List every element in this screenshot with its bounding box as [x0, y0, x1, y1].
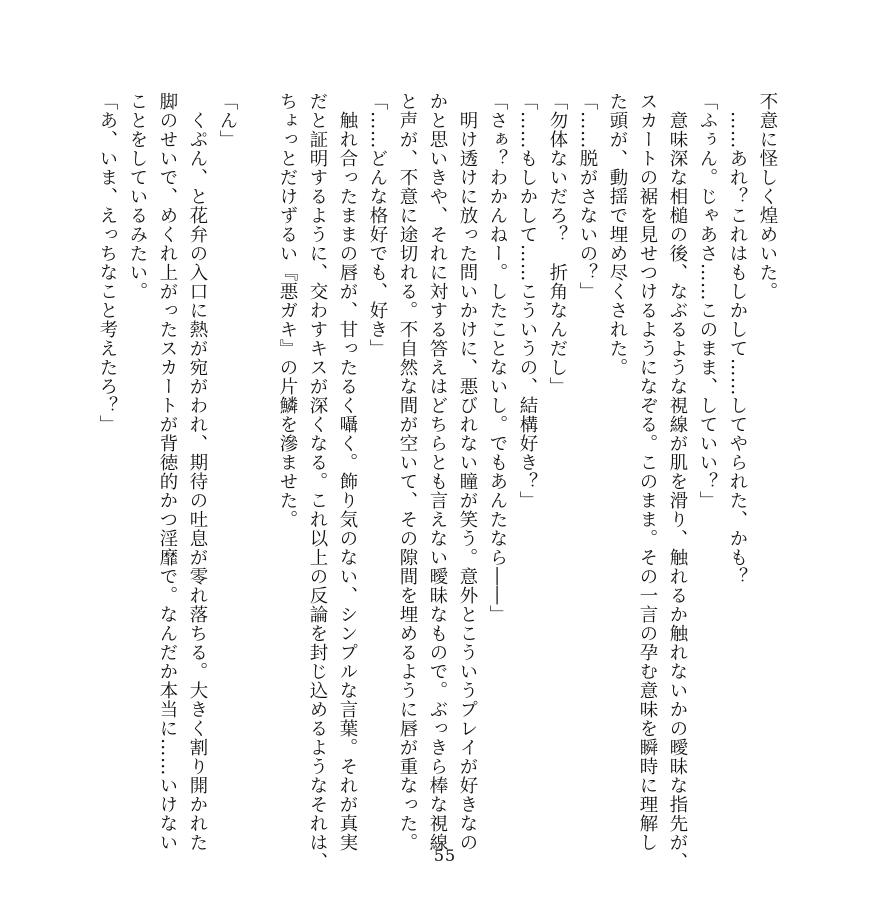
text-line: 意味深な相槌の後、なぶるような視線が肌を滑り、触れるか触れないかの曖昧な指先が、 — [667, 92, 688, 871]
page-number: 55 — [433, 846, 457, 865]
text-line: ちょっとだけずるい『悪ガキ』の片鱗を滲ませた。 — [277, 92, 298, 529]
text-line: 不意に怪しく煌めいた。 — [757, 92, 778, 301]
text-line: た頭が、動揺で埋め尽くされた。 — [607, 92, 628, 377]
text-line: 脚のせいで、めくれ上がったスカートが背徳的かつ淫靡で。なんだか本当に……いけない — [157, 92, 178, 852]
text-line: 「……脱がさないの？」 — [577, 92, 598, 301]
text-line: と声が、不意に途切れる。不自然な間が空いて、その隙間を埋めるように唇が重なった。 — [397, 92, 418, 852]
text-line: スカートの裾を見せつけるようになぞる。このまま。その一言の孕む意味を瞬時に理解し — [637, 92, 658, 852]
text-line: 「勿体ないだろ？ 折角なんだし」 — [547, 92, 568, 396]
text-line: 明け透けに放った問いかけに、悪びれない瞳が笑う。意外とこういうプレイが好きなの — [457, 92, 478, 852]
text-line: ことをしているみたい。 — [127, 92, 148, 301]
text-line: 「ん」 — [217, 92, 238, 149]
text-line: くぷん、と花弁の入口に熱が宛がわれ、期待の吐息が零れ落ちる。大きく割り開かれた — [187, 92, 208, 852]
text-line: 「……もしかして……こういうの、結構好き？」 — [517, 92, 538, 510]
text-line: 「さぁ？わかんねー。したことないし。でもあんたなら――」 — [487, 92, 508, 624]
text-line: 触れ合ったままの唇が、甘ったるく囁く。飾り気のない、シンプルな言葉。それが真実 — [337, 92, 358, 852]
text-line: 「ふぅん。じゃあさ……このまま、していい？」 — [697, 92, 718, 510]
text-line: かと思いきや、それに対する答えはどちらとも言えない曖昧なもので。ぶっきら棒な視線 — [427, 92, 448, 852]
text-line: ……あれ？これはもしかして……してやられた、かも？ — [727, 92, 748, 586]
blank-line — [242, 92, 272, 842]
text-line: 「あ、いま、えっちなこと考えたろ？」 — [97, 92, 118, 434]
text-line: 「……どんな格好でも、好き」 — [367, 92, 388, 358]
text-line: だと証明するように、交わすキスが深くなる。これ以上の反論を封じ込めるようなそれは、 — [307, 92, 328, 871]
